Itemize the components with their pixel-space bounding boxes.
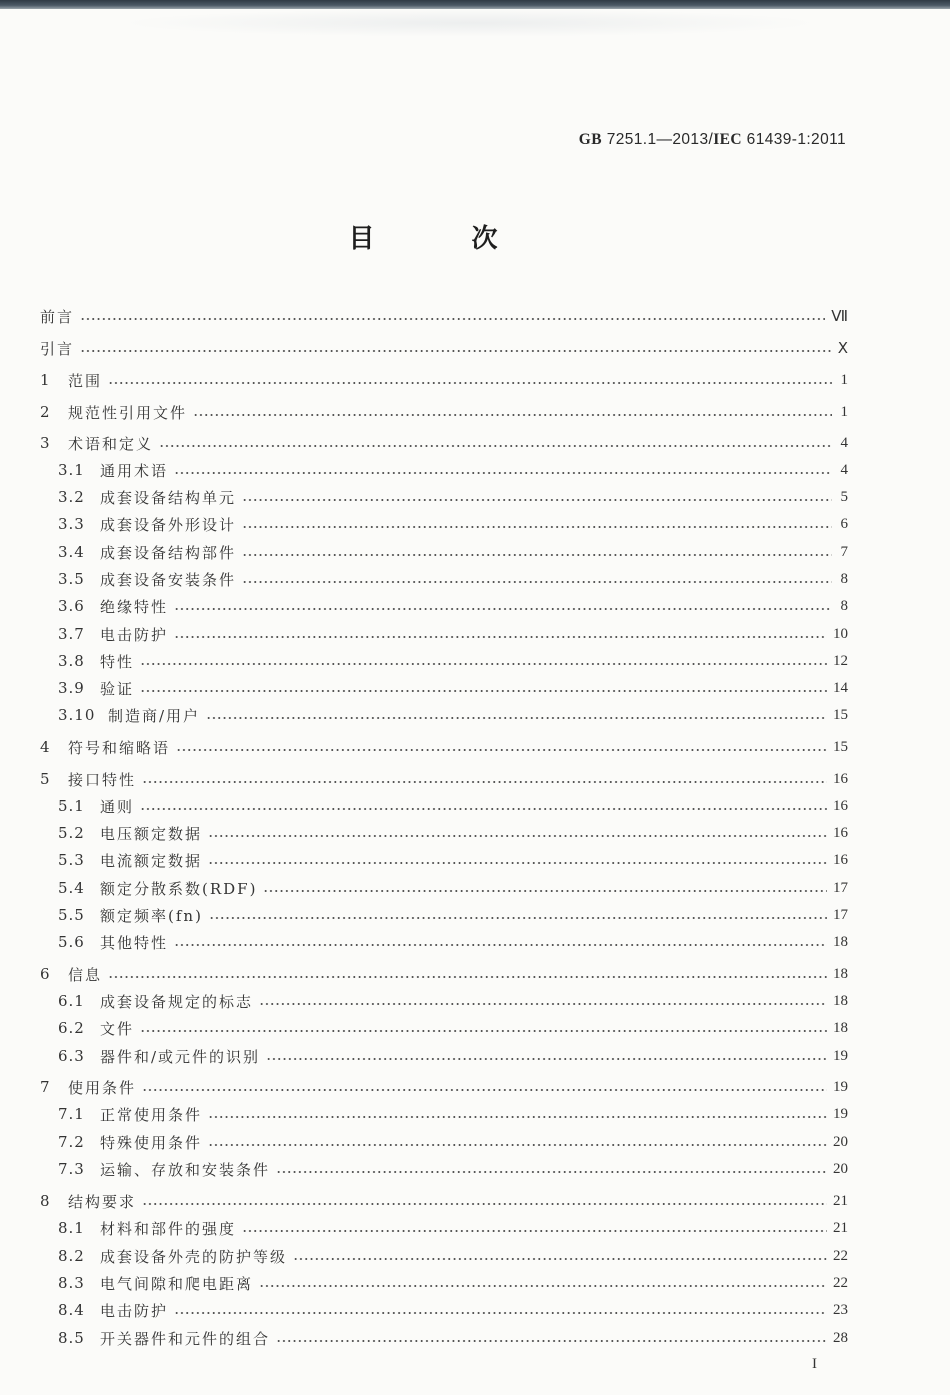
dot-leader bbox=[176, 749, 827, 751]
toc-entry-title: 成套设备外壳的防护等级 bbox=[100, 1247, 288, 1266]
toc-entry-number: 7 bbox=[40, 1078, 50, 1096]
toc-entry-title: 前言 bbox=[40, 307, 75, 326]
toc-entry-number: 3.10 bbox=[58, 706, 96, 724]
toc-entry-page: 4 bbox=[840, 434, 848, 451]
toc-entry-number: 6.3 bbox=[58, 1047, 85, 1065]
toc-section-entry[interactable] bbox=[58, 989, 848, 1013]
iec-number: 61439-1:2011 bbox=[746, 131, 846, 148]
dot-leader bbox=[108, 382, 832, 384]
toc-chapter-entry[interactable] bbox=[40, 735, 848, 759]
dot-leader bbox=[159, 445, 832, 447]
dot-leader bbox=[293, 1258, 827, 1260]
toc-entry-page: 16 bbox=[833, 824, 848, 841]
toc-entry-title: 文件 bbox=[100, 1019, 135, 1038]
dot-leader bbox=[174, 636, 827, 638]
toc-entry-number: 8.1 bbox=[58, 1219, 85, 1237]
toc-entry-page: 8 bbox=[840, 597, 848, 614]
toc-entry-number: 3.8 bbox=[58, 652, 85, 670]
toc-section-entry[interactable] bbox=[58, 622, 848, 646]
toc-entry-page: 6 bbox=[840, 515, 848, 532]
toc-entry-title: 结构要求 bbox=[68, 1192, 137, 1211]
toc-entry-number: 8.3 bbox=[58, 1274, 85, 1292]
dot-leader bbox=[80, 350, 832, 352]
dot-leader bbox=[142, 1203, 827, 1205]
dot-leader bbox=[259, 1003, 827, 1005]
gb-prefix: GB bbox=[578, 131, 602, 148]
toc-entry-number: 8 bbox=[40, 1192, 50, 1210]
toc-section-entry[interactable] bbox=[58, 703, 848, 727]
toc-entry-page: 28 bbox=[833, 1329, 848, 1346]
toc-entry-page: 20 bbox=[833, 1160, 848, 1177]
toc-section-entry[interactable] bbox=[58, 1130, 848, 1154]
toc-chapter-entry[interactable] bbox=[40, 962, 848, 986]
toc-entry-number: 5 bbox=[40, 770, 50, 788]
toc-section-entry[interactable] bbox=[58, 1244, 848, 1268]
toc-entry-title: 成套设备规定的标志 bbox=[100, 992, 254, 1011]
toc-entry-page: 15 bbox=[833, 706, 848, 723]
toc-entry-page: 7 bbox=[840, 543, 848, 560]
toc-entry-page: 21 bbox=[833, 1219, 848, 1236]
iec-prefix: IEC bbox=[713, 131, 742, 148]
toc-entry-title: 电击防护 bbox=[100, 625, 169, 644]
toc-entry-page: 1 bbox=[840, 403, 848, 420]
dot-leader bbox=[209, 917, 827, 919]
dot-leader bbox=[208, 835, 827, 837]
toc-entry-number: 3.3 bbox=[58, 515, 85, 533]
toc-entry-title: 成套设备结构部件 bbox=[100, 543, 237, 562]
toc-entry-title: 器件和/或元件的识别 bbox=[100, 1047, 261, 1066]
gb-number: 7251.1—2013/ bbox=[606, 131, 714, 148]
toc-chapter-entry[interactable] bbox=[40, 304, 848, 328]
toc-entry-title: 成套设备外形设计 bbox=[100, 515, 237, 534]
toc-entry-number: 8.4 bbox=[58, 1301, 85, 1319]
toc-entry-page: 15 bbox=[833, 738, 848, 755]
toc-entry-title: 额定频率(fn) bbox=[100, 906, 203, 925]
dot-leader bbox=[208, 1116, 827, 1118]
toc-entry-title: 信息 bbox=[68, 965, 103, 984]
toc-entry-number: 8.2 bbox=[58, 1247, 85, 1265]
toc-entry-page: 18 bbox=[833, 1019, 848, 1036]
dot-leader bbox=[108, 976, 827, 978]
toc-entry-number: 3.2 bbox=[58, 488, 85, 506]
toc-entry-page: 19 bbox=[833, 1078, 848, 1095]
toc-entry-number: 6.2 bbox=[58, 1019, 85, 1037]
toc-entry-number: 1 bbox=[40, 371, 50, 389]
toc-section-entry[interactable] bbox=[58, 458, 848, 482]
toc-entry-number: 7.1 bbox=[58, 1105, 85, 1123]
toc-chapter-entry[interactable] bbox=[40, 400, 848, 424]
dot-leader bbox=[142, 781, 827, 783]
dot-leader bbox=[242, 526, 832, 528]
toc-entry-title: 通则 bbox=[100, 797, 135, 816]
toc-section-entry[interactable] bbox=[58, 649, 848, 673]
toc-entry-number: 7.2 bbox=[58, 1133, 85, 1151]
dot-leader bbox=[242, 581, 832, 583]
toc-entry-page: 20 bbox=[833, 1133, 848, 1150]
toc-entry-page: 8 bbox=[840, 570, 848, 587]
dot-leader bbox=[140, 663, 827, 665]
toc-section-entry[interactable] bbox=[58, 848, 848, 872]
toc-entry-page: 12 bbox=[833, 652, 848, 669]
toc-entry-page: 16 bbox=[833, 770, 848, 787]
toc-entry-page: 1 bbox=[840, 371, 848, 388]
dot-leader bbox=[266, 1058, 827, 1060]
toc-entry-title: 术语和定义 bbox=[68, 434, 154, 453]
toc-chapter-entry[interactable] bbox=[40, 336, 848, 360]
toc-entry-number: 8.5 bbox=[58, 1329, 85, 1347]
toc-section-entry[interactable] bbox=[58, 594, 848, 618]
dot-leader bbox=[174, 944, 827, 946]
dot-leader bbox=[208, 862, 827, 864]
toc-section-entry[interactable] bbox=[58, 1157, 848, 1181]
toc-chapter-entry[interactable] bbox=[40, 431, 848, 455]
toc-entry-title: 规范性引用文件 bbox=[68, 403, 188, 422]
toc-section-entry[interactable] bbox=[58, 676, 848, 700]
toc-entry-page: Ⅶ bbox=[831, 308, 848, 325]
toc-chapter-entry[interactable] bbox=[40, 1189, 848, 1213]
toc-section-entry[interactable] bbox=[58, 485, 848, 509]
toc-section-entry[interactable] bbox=[58, 821, 848, 845]
toc-entry-number: 4 bbox=[40, 738, 50, 756]
dot-leader bbox=[140, 808, 827, 810]
toc-entry-title: 特殊使用条件 bbox=[100, 1133, 203, 1152]
toc-entry-page: 19 bbox=[833, 1105, 848, 1122]
toc-entry-page: 23 bbox=[833, 1301, 848, 1318]
dot-leader bbox=[193, 414, 832, 416]
toc-section-entry[interactable] bbox=[58, 512, 848, 536]
toc-entry-title: 成套设备结构单元 bbox=[100, 488, 237, 507]
toc-entry-number: 3.6 bbox=[58, 597, 85, 615]
toc-entry-number: 5.6 bbox=[58, 933, 85, 951]
toc-chapter-entry[interactable] bbox=[40, 368, 848, 392]
dot-leader bbox=[140, 1030, 827, 1032]
toc-entry-number: 5.2 bbox=[58, 824, 85, 842]
toc-entry-page: 18 bbox=[833, 992, 848, 1009]
toc-section-entry[interactable] bbox=[58, 903, 848, 927]
toc-entry-number: 3.5 bbox=[58, 570, 85, 588]
dot-leader bbox=[242, 1230, 827, 1232]
toc-entry-title: 使用条件 bbox=[68, 1078, 137, 1097]
toc-entry-page: 17 bbox=[833, 906, 848, 923]
toc-entry-page: 16 bbox=[833, 797, 848, 814]
dot-leader bbox=[276, 1171, 827, 1173]
toc-entry-number: 6.1 bbox=[58, 992, 85, 1010]
toc-entry-page: 5 bbox=[840, 488, 848, 505]
dot-leader bbox=[142, 1089, 827, 1091]
toc-chapter-entry[interactable] bbox=[40, 1075, 848, 1099]
toc-entry-page: 22 bbox=[833, 1274, 848, 1291]
toc-section-entry[interactable] bbox=[58, 1326, 848, 1350]
toc-section-entry[interactable] bbox=[58, 930, 848, 954]
toc-entry-number: 2 bbox=[40, 403, 50, 421]
toc-entry-number: 3 bbox=[40, 434, 50, 452]
toc-entry-title: 绝缘特性 bbox=[100, 597, 169, 616]
toc-section-entry[interactable] bbox=[58, 540, 848, 564]
toc-entry-page: 22 bbox=[833, 1247, 848, 1264]
toc-entry-page: 19 bbox=[833, 1047, 848, 1064]
toc-section-entry[interactable] bbox=[58, 1271, 848, 1295]
toc-section-entry[interactable] bbox=[58, 1016, 848, 1040]
toc-section-entry[interactable] bbox=[58, 876, 848, 900]
toc-entry-number: 3.4 bbox=[58, 543, 85, 561]
toc-entry-title: 验证 bbox=[100, 679, 135, 698]
dot-leader bbox=[242, 554, 832, 556]
toc-entry-title: 通用术语 bbox=[100, 461, 169, 480]
toc-section-entry[interactable] bbox=[58, 1044, 848, 1068]
toc-entry-number: 3.7 bbox=[58, 625, 85, 643]
toc-title: 目 次 bbox=[348, 224, 542, 254]
toc-entry-title: 符号和缩略语 bbox=[68, 738, 171, 757]
page-folio: I bbox=[812, 1356, 817, 1372]
toc-entry-number: 6 bbox=[40, 965, 50, 983]
toc-entry-title: 范围 bbox=[68, 371, 103, 390]
dot-leader bbox=[242, 499, 832, 501]
dot-leader bbox=[206, 717, 827, 719]
toc-section-entry[interactable] bbox=[58, 1216, 848, 1240]
toc-entry-page: Ⅹ bbox=[837, 340, 848, 357]
toc-entry-number: 5.4 bbox=[58, 879, 85, 897]
toc-entry-number: 7.3 bbox=[58, 1160, 85, 1178]
toc-entry-title: 特性 bbox=[100, 652, 135, 671]
toc-section-entry[interactable] bbox=[58, 1298, 848, 1322]
toc-entry-page: 10 bbox=[833, 625, 848, 642]
toc-entry-page: 16 bbox=[833, 851, 848, 868]
toc-entry-number: 3.1 bbox=[58, 461, 85, 479]
toc-entry-title: 电气间隙和爬电距离 bbox=[100, 1274, 254, 1293]
toc-entry-number: 3.9 bbox=[58, 679, 85, 697]
dot-leader bbox=[259, 1285, 827, 1287]
dot-leader bbox=[174, 472, 832, 474]
dot-leader bbox=[174, 608, 832, 610]
toc-entry-page: 21 bbox=[833, 1192, 848, 1209]
dot-leader bbox=[140, 690, 827, 692]
toc-entry-title: 电流额定数据 bbox=[100, 851, 203, 870]
toc-entry-title: 接口特性 bbox=[68, 770, 137, 789]
toc-entry-title: 制造商/用户 bbox=[108, 706, 201, 725]
toc-entry-title: 成套设备安装条件 bbox=[100, 570, 237, 589]
toc-entry-title: 材料和部件的强度 bbox=[100, 1219, 237, 1238]
toc-entry-page: 18 bbox=[833, 933, 848, 950]
toc-entry-title: 开关器件和元件的组合 bbox=[100, 1329, 271, 1348]
dot-leader bbox=[276, 1340, 827, 1342]
toc-section-entry[interactable] bbox=[58, 1102, 848, 1126]
toc-chapter-entry[interactable] bbox=[40, 767, 848, 791]
toc-entry-page: 14 bbox=[833, 679, 848, 696]
toc-section-entry[interactable] bbox=[58, 794, 848, 818]
toc-entry-number: 5.1 bbox=[58, 797, 85, 815]
toc-entry-page: 4 bbox=[840, 461, 848, 478]
toc-entry-title: 电压额定数据 bbox=[100, 824, 203, 843]
dot-leader bbox=[208, 1144, 827, 1146]
toc-entry-title: 运输、存放和安装条件 bbox=[100, 1160, 271, 1179]
dot-leader bbox=[80, 318, 825, 320]
toc-entry-page: 17 bbox=[833, 879, 848, 896]
toc-entry-title: 引言 bbox=[40, 339, 75, 358]
dot-leader bbox=[174, 1312, 827, 1314]
toc-entry-title: 额定分散系数(RDF) bbox=[100, 879, 258, 898]
toc-entry-number: 5.5 bbox=[58, 906, 85, 924]
toc-section-entry[interactable] bbox=[58, 567, 848, 591]
toc-entry-number: 5.3 bbox=[58, 851, 85, 869]
toc-entry-title: 电击防护 bbox=[100, 1301, 169, 1320]
toc-entry-title: 其他特性 bbox=[100, 933, 169, 952]
toc-entry-page: 18 bbox=[833, 965, 848, 982]
toc-entry-title: 正常使用条件 bbox=[100, 1105, 203, 1124]
dot-leader bbox=[263, 890, 827, 892]
